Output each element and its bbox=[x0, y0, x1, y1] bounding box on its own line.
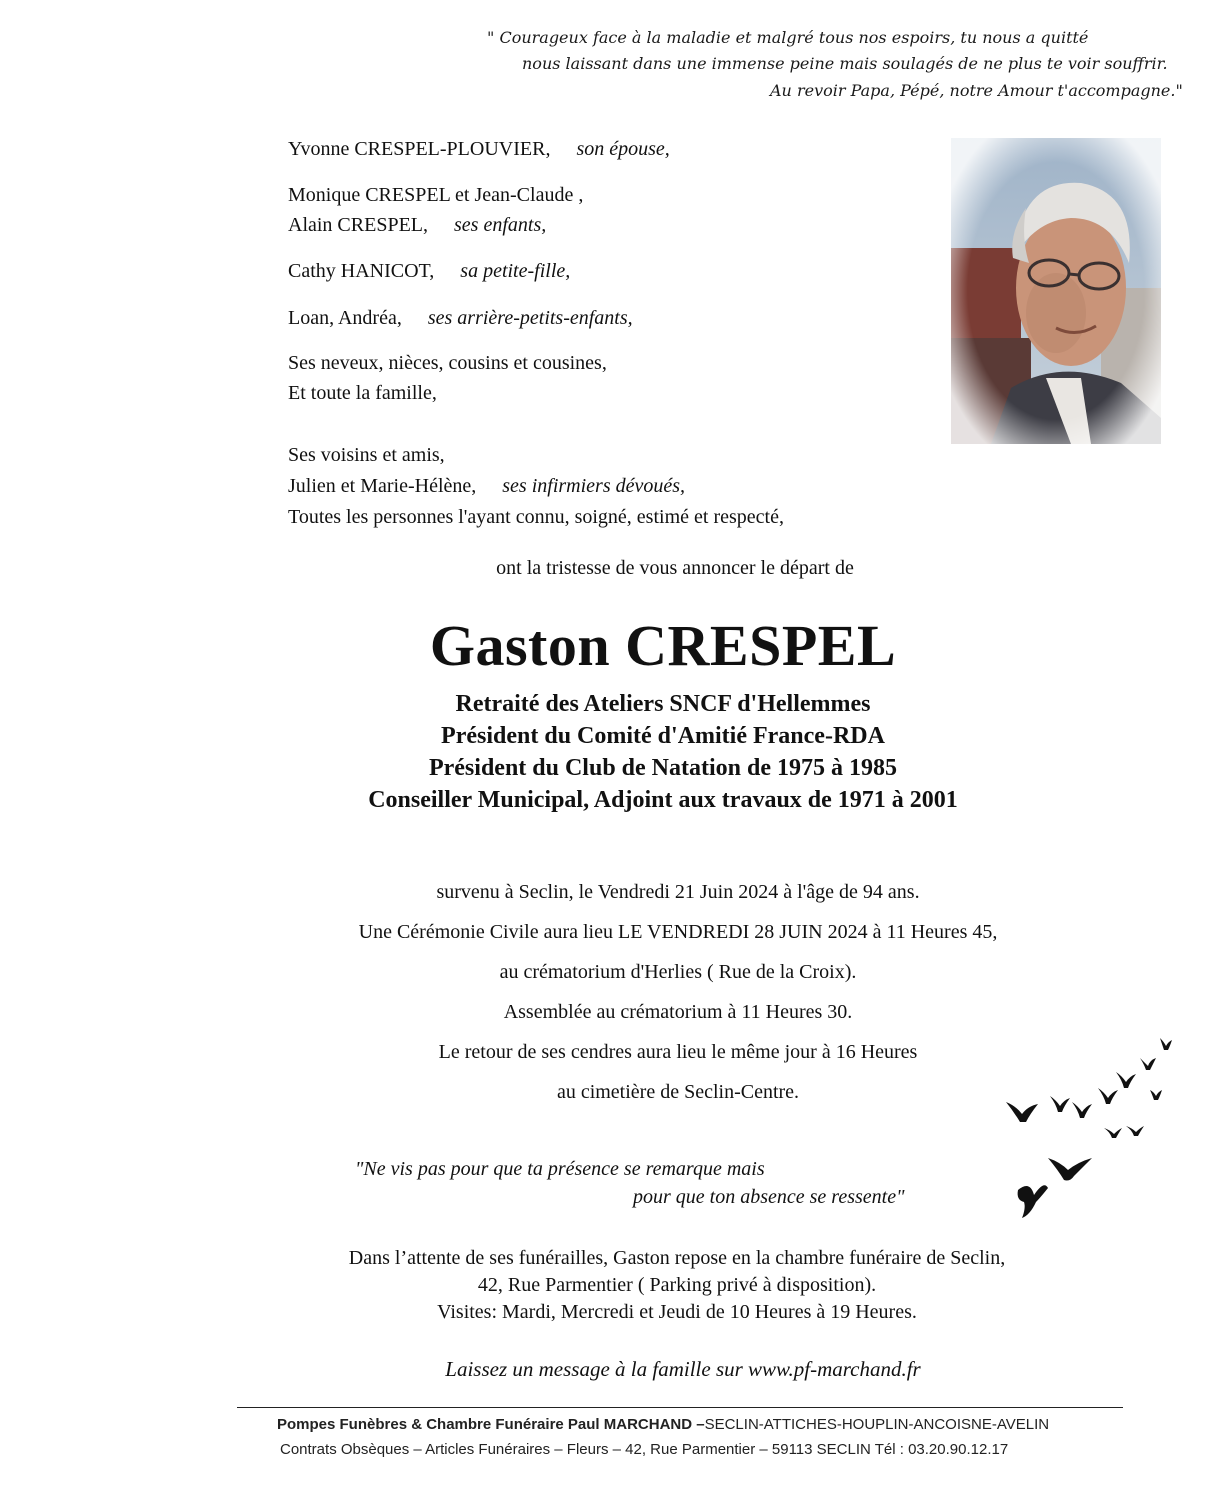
detail-line-4: Assemblée au crématorium à 11 Heures 30. bbox=[503, 1001, 853, 1023]
family-great-grandchildren bbox=[288, 307, 633, 330]
message-link[interactable]: Laissez un message à la famille sur www.pf-marchand.fr bbox=[445, 1357, 921, 1381]
detail-line-1: survenu à Seclin, le Vendredi 21 Juin 2024 à l'âge de 94 ans. bbox=[436, 881, 920, 903]
deceased-title-3: Président du Club de Natation de 1975 à 1985 bbox=[428, 755, 898, 781]
footer-company-name: Pompes Funèbres & Chambre Funéraire Paul MARCHAND – bbox=[277, 1416, 705, 1433]
great-grandchildren-names: Loan, Andréa, bbox=[288, 307, 402, 329]
family-nurses bbox=[288, 475, 685, 498]
deceased-title-1: Retraité des Ateliers SNCF d'Hellemmes bbox=[455, 691, 871, 717]
footer-services: Contrats Obsèques – Articles Funéraires – Fleurs – 42, Rue Parmentier – 59113 SECLIN Tél : 03.20.90.12.17 bbox=[280, 1441, 1009, 1458]
nurses-names: Julien et Marie-Hélène, bbox=[288, 475, 477, 497]
granddaughter-name: Cathy HANICOT, bbox=[288, 260, 435, 282]
granddaughter-relation: sa petite-fille, bbox=[460, 260, 571, 282]
deceased-titles bbox=[56, 688, 1214, 816]
deceased-name: Gaston CRESPEL bbox=[429, 613, 897, 678]
detail-line-5: Le retour de ses cendres aura lieu le même jour à 16 Heures bbox=[438, 1041, 918, 1063]
deceased-title-2: Président du Comité d'Amitié France-RDA bbox=[441, 723, 885, 749]
family-spouse bbox=[288, 138, 670, 161]
deceased-title-4: Conseiller Municipal, Adjoint aux travaux de 1971 à 2001 bbox=[368, 787, 958, 813]
flying-birds-icon bbox=[1000, 1030, 1185, 1225]
quote-line-2: pour que ton absence se ressente" bbox=[633, 1186, 905, 1208]
portrait-photo bbox=[951, 138, 1161, 444]
children-name: Alain CRESPEL, bbox=[288, 214, 429, 236]
visitation-line-1: Dans l’attente de ses funérailles, Gaston repose en la chambre funéraire de Seclin, bbox=[348, 1247, 1006, 1269]
visitation-line-2: 42, Rue Parmentier ( Parking privé à disposition). bbox=[477, 1274, 877, 1296]
family-relatives-line-2: Et toute la famille, bbox=[288, 382, 437, 404]
epigraph-line-1: " Courageux face à la maladie et malgré tous nos espoirs, tu nous a quitté bbox=[487, 28, 1089, 47]
detail-line-2: Une Cérémonie Civile aura lieu LE VENDREDI 28 JUIN 2024 à 11 Heures 45, bbox=[358, 921, 998, 943]
family-children-line-1: Monique CRESPEL et Jean-Claude , bbox=[288, 184, 584, 206]
family-others: Toutes les personnes l'ayant connu, soigné, estimé et respecté, bbox=[288, 506, 784, 528]
visitation-block bbox=[70, 1245, 1214, 1326]
footer-towns: SECLIN-ATTICHES-HOUPLIN-ANCOISNE-AVELIN bbox=[704, 1416, 1050, 1433]
footer-company bbox=[277, 1416, 1049, 1433]
announcement-text: ont la tristesse de vous annoncer le départ de bbox=[496, 557, 854, 579]
detail-line-6: au cimetière de Seclin-Centre. bbox=[556, 1081, 800, 1103]
spouse-name: Yvonne CRESPEL-PLOUVIER, bbox=[288, 138, 551, 160]
quote-line-1: "Ne vis pas pour que ta présence se remarque mais bbox=[355, 1158, 765, 1180]
detail-line-3: au crématorium d'Herlies ( Rue de la Croix). bbox=[499, 961, 857, 983]
great-grandchildren-relation: ses arrière-petits-enfants, bbox=[427, 307, 633, 329]
nurses-relation: ses infirmiers dévoués, bbox=[502, 475, 686, 497]
epigraph-line-2: nous laissant dans une immense peine mais soulagés de ne plus te voir souffrir. bbox=[522, 54, 1168, 73]
family-granddaughter bbox=[288, 260, 570, 283]
epigraph-line-3: Au revoir Papa, Pépé, notre Amour t'accompagne." bbox=[770, 81, 1183, 100]
children-relation: ses enfants, bbox=[454, 214, 547, 236]
family-relatives-line-1: Ses neveux, nièces, cousins et cousines, bbox=[288, 352, 607, 374]
footer-divider bbox=[237, 1407, 1123, 1408]
family-children-line-2 bbox=[288, 214, 546, 237]
visitation-line-3: Visites: Mardi, Mercredi et Jeudi de 10 Heures à 19 Heures. bbox=[437, 1301, 917, 1323]
spouse-relation: son épouse, bbox=[576, 138, 670, 160]
family-friends: Ses voisins et amis, bbox=[288, 444, 445, 466]
